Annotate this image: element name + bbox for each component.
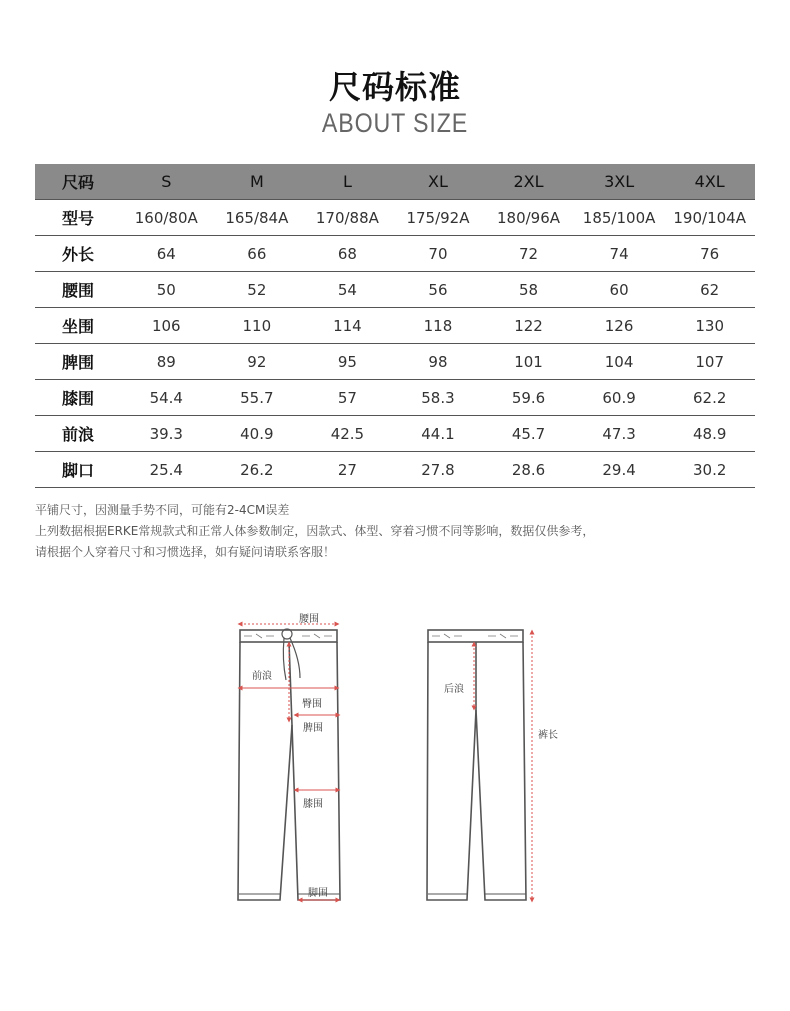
size-value-cell: 44.1 [393,416,484,452]
size-value-cell: 126 [574,308,665,344]
row-label: 坐围 [35,308,121,344]
size-table-row [35,416,755,452]
size-value-cell: 60 [574,272,665,308]
size-value-cell: 48.9 [664,416,755,452]
size-value-cell: 180/96A [483,200,574,236]
size-header: 2XL [483,164,574,200]
label-waist: 腰围 [299,614,319,625]
size-value-cell: 60.9 [574,380,665,416]
size-value-cell: 45.7 [483,416,574,452]
size-value-cell: 76 [664,236,755,272]
size-table-row [35,272,755,308]
note-line: 请根据个人穿着尺寸和习惯选择，如有疑问请联系客服！ [35,545,336,559]
size-value-cell: 110 [212,308,303,344]
size-value-cell: 104 [574,344,665,380]
size-value-cell: 92 [212,344,303,380]
note-line: 平铺尺寸，因测量手势不同，可能有2-4CM误差 [35,503,290,517]
size-value-cell: 68 [302,236,393,272]
size-header: S [121,164,212,200]
size-value-cell: 58 [483,272,574,308]
size-value-cell: 62 [664,272,755,308]
size-value-cell: 57 [302,380,393,416]
pants-measurement-diagram [0,600,790,920]
size-value-cell: 27 [302,452,393,488]
size-value-cell: 47.3 [574,416,665,452]
size-value-cell: 160/80A [121,200,212,236]
size-table-row [35,452,755,488]
size-value-cell: 70 [393,236,484,272]
size-value-cell: 27.8 [393,452,484,488]
size-value-cell: 101 [483,344,574,380]
page-subtitle: ABOUT SIZE [321,108,469,138]
label-front-rise: 前浪 [252,671,272,682]
row-label: 膝围 [35,380,121,416]
size-value-cell: 130 [664,308,755,344]
label-length: 裤长 [538,730,558,741]
size-value-cell: 58.3 [393,380,484,416]
size-value-cell: 56 [393,272,484,308]
header-label: 尺码 [35,164,121,200]
label-knee: 膝围 [303,799,323,810]
size-value-cell: 89 [121,344,212,380]
size-value-cell: 52 [212,272,303,308]
size-value-cell: 122 [483,308,574,344]
size-value-cell: 74 [574,236,665,272]
note-line: 上列数据根据ERKE常规款式和正常人体参数制定，因款式、体型、穿着习惯不同等影响，数据仅供参考， [35,524,595,538]
size-table-row [35,236,755,272]
size-value-cell: 190/104A [664,200,755,236]
size-value-cell: 170/88A [302,200,393,236]
row-label: 脚口 [35,452,121,488]
size-value-cell: 107 [664,344,755,380]
size-value-cell: 62.2 [664,380,755,416]
size-header: 3XL [574,164,665,200]
size-table-row [35,344,755,380]
page-title: 尺码标准 [328,68,461,106]
size-header: L [302,164,393,200]
size-value-cell: 50 [121,272,212,308]
size-value-cell: 66 [212,236,303,272]
size-value-cell: 118 [393,308,484,344]
size-header: M [212,164,303,200]
size-table [35,164,755,488]
size-table-row [35,308,755,344]
size-value-cell: 64 [121,236,212,272]
size-value-cell: 26.2 [212,452,303,488]
size-table-row [35,380,755,416]
size-value-cell: 114 [302,308,393,344]
size-value-cell: 28.6 [483,452,574,488]
row-label: 外长 [35,236,121,272]
size-value-cell: 59.6 [483,380,574,416]
back-pants-outline [427,630,526,900]
size-value-cell: 39.3 [121,416,212,452]
size-value-cell: 72 [483,236,574,272]
size-value-cell: 54.4 [121,380,212,416]
row-label: 腰围 [35,272,121,308]
size-value-cell: 95 [302,344,393,380]
size-header: XL [393,164,484,200]
label-thigh: 脾围 [303,723,323,734]
size-value-cell: 40.9 [212,416,303,452]
size-header: 4XL [664,164,755,200]
size-value-cell: 30.2 [664,452,755,488]
size-value-cell: 175/92A [393,200,484,236]
label-hem: 脚围 [308,888,328,899]
size-value-cell: 165/84A [212,200,303,236]
row-label: 前浪 [35,416,121,452]
label-hip: 臀围 [302,699,322,710]
size-table-header [35,164,755,200]
size-value-cell: 98 [393,344,484,380]
size-table-row [35,200,755,236]
label-back-rise: 后浪 [444,684,464,695]
row-label: 脾围 [35,344,121,380]
size-notes [35,500,755,563]
row-label: 型号 [35,200,121,236]
size-value-cell: 185/100A [574,200,665,236]
size-value-cell: 42.5 [302,416,393,452]
size-value-cell: 106 [121,308,212,344]
size-value-cell: 29.4 [574,452,665,488]
size-value-cell: 25.4 [121,452,212,488]
size-value-cell: 54 [302,272,393,308]
size-value-cell: 55.7 [212,380,303,416]
